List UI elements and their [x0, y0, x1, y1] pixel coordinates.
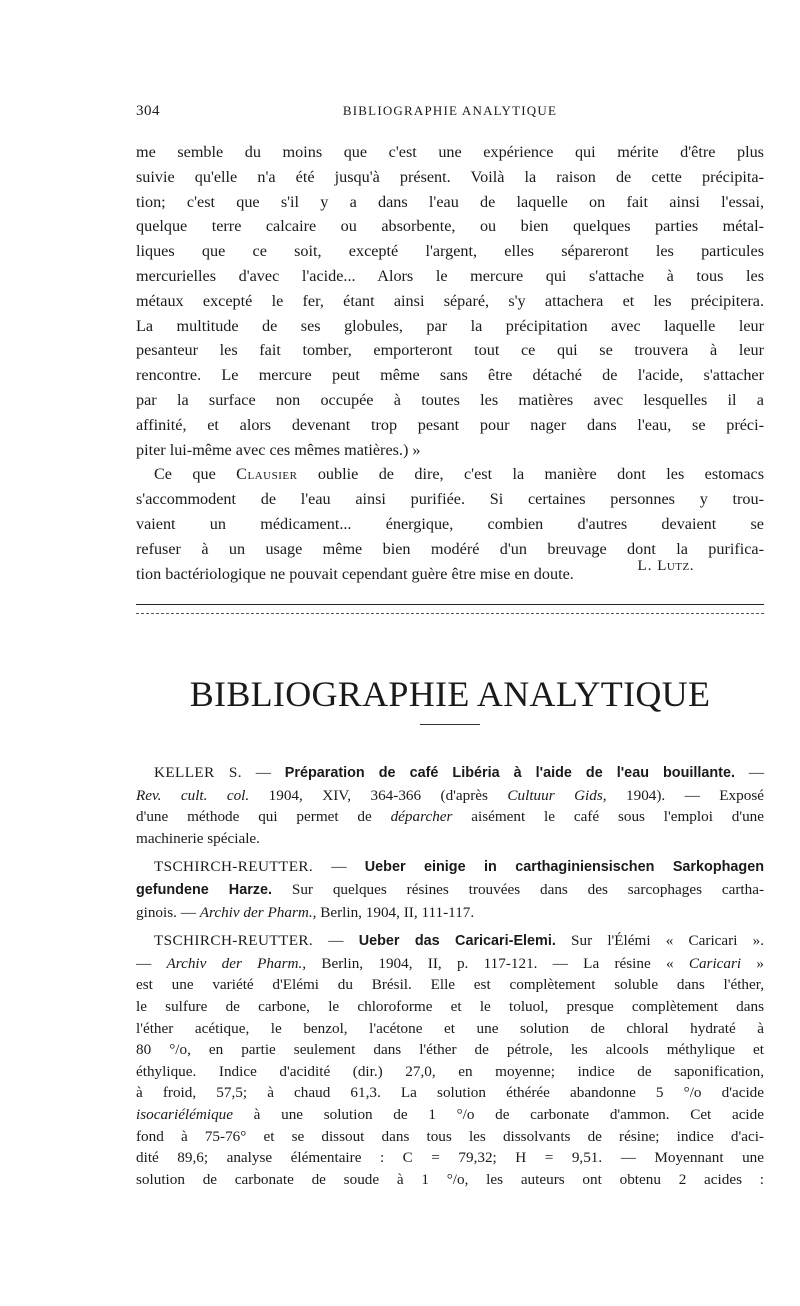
text-fragment: d'une méthode qui permet de	[136, 808, 391, 826]
entry-line: le sulfure de carbone, le chloroforme et le toluol, presque complètement dans	[136, 997, 764, 1015]
text-line: tion bactériologique ne pouvait cependant guère être mise en doute.	[136, 564, 574, 583]
divider-rule	[136, 604, 764, 605]
entry-line: est une variété d'Elémi du Brésil. Elle est complètement soluble dans l'éther,	[136, 976, 764, 994]
bibliography-entry	[136, 762, 764, 849]
text-fragment: 1904, XIV, 364-366 (d'après	[249, 786, 508, 804]
author-name-clausier: Clausier	[236, 465, 298, 484]
text-fragment: 1904). — Exposé	[606, 786, 764, 804]
emphasis: Caricari	[688, 954, 742, 972]
entry-line: dité 89,6; analyse élémentaire : C = 79,32; H = 9,51. — Moyennant une	[136, 1149, 764, 1167]
bibliography-entry	[136, 856, 764, 923]
text-fragment: Sur l'Élémi « Caricari ».	[555, 932, 765, 950]
running-title: BIBLIOGRAPHIE ANALYTIQUE	[342, 103, 558, 118]
page-number: 304	[136, 103, 160, 119]
text-line: tion; c'est que s'il y a dans l'eau de laquelle on fait ainsi l'essai,	[136, 192, 764, 211]
entry-author: KELLER S.	[154, 764, 242, 781]
text-fragment: à une solution de 1 °/o de carbonate d'ammon. Cet acide	[233, 1105, 764, 1123]
bibliography-entry	[136, 930, 764, 1190]
entry-title-cont: gefundene Harze.	[136, 881, 273, 898]
text-fragment: aisément le café sous l'emploi d'une	[452, 808, 764, 826]
text-line: s'accommodent de l'eau ainsi purifiée. Si certaines personnes y trou-	[136, 490, 764, 509]
running-head	[136, 103, 764, 125]
text-line: mercurielles d'avec l'acide... Alors le mercure qui s'attache à tous les	[136, 266, 764, 285]
journal-name: Cultuur Gids,	[507, 786, 607, 804]
entry-line	[136, 1104, 764, 1126]
text-fragment: —	[136, 954, 167, 972]
signature-initial: L.	[637, 558, 658, 574]
entry-line	[136, 879, 764, 902]
emphasis: isocariélémique	[136, 1105, 234, 1123]
letter-text	[136, 140, 764, 586]
entry-line	[136, 856, 764, 879]
entry-title: Ueber einige in carthaginiensischen Sarkophagen	[364, 859, 764, 876]
text-line: par la surface non occupée à toutes les matières avec lesquelles il a	[136, 390, 764, 409]
text-fragment: »	[741, 954, 765, 972]
text-line: affinité, et alors devenant trop pesant pour nager dans l'eau, se préci-	[136, 415, 764, 434]
text-line: vaient un médicament... énergique, combien d'autres devaient se	[136, 514, 764, 533]
text-line: me semble du moins que c'est une expérience qui mérite d'être plus	[136, 143, 764, 161]
journal-name: Archiv der Pharm.,	[199, 903, 317, 921]
text-line: pesanteur les fait tomber, emporteront tout ce qui se trouvera à leur	[136, 341, 764, 360]
entry-line: éthylique. Indice d'acidité (dir.) 27,0, en moyenne; indice de saponification,	[136, 1062, 764, 1080]
journal-name: Rev. cult. col.	[136, 786, 250, 804]
text-line: quelque terre calcaire ou absorbente, ou bien quelques parties métal-	[136, 217, 764, 236]
entry-line: l'éther acétique, le benzol, l'acétone et une solution de chloral hydraté à	[136, 1019, 764, 1037]
text-fragment: Ce que	[154, 465, 237, 484]
text-line: liques que ce soit, excepté l'argent, elles sépareront les particules	[136, 242, 764, 261]
entry-line	[136, 806, 764, 828]
entry-line: solution de carbonate de soude à 1 °/o, les auteurs ont obtenu 2 acides :	[136, 1170, 764, 1188]
divider-rule-dashed	[136, 613, 764, 614]
text-line: refuser à un usage même bien modéré d'un breuvage dont la purifica-	[136, 539, 764, 558]
entry-line	[136, 902, 764, 924]
text-line	[136, 462, 764, 487]
entry-line	[136, 762, 764, 785]
separator: —	[313, 858, 365, 876]
text-line: métaux excepté le fer, étant ainsi séparé, s'y attachera et les précipitera.	[136, 291, 764, 310]
signature-name: Lutz.	[657, 558, 694, 574]
entry-line: machinerie spéciale.	[136, 829, 260, 847]
text-fragment: ginois. —	[136, 903, 200, 921]
entry-title: Ueber das Caricari-Elemi.	[358, 933, 556, 950]
title-underline	[420, 724, 480, 725]
bibliography-entries	[136, 762, 764, 1197]
signature	[638, 558, 694, 575]
text-fragment: Sur quelques résines trouvées dans des sarcophages cartha-	[272, 880, 764, 898]
text-fragment: oublie de dire, c'est la manière dont les estomacs	[297, 465, 764, 484]
text-fragment: Berlin, 1904, II, p. 117-121. — La résine «	[306, 954, 689, 972]
text-fragment: —	[734, 764, 765, 781]
section-title: BIBLIOGRAPHIE ANALYTIQUE	[189, 674, 711, 714]
journal-name: Archiv der Pharm.,	[166, 954, 307, 972]
entry-line	[136, 785, 764, 807]
text-line: La multitude de ses globules, par la précipitation avec laquelle leur	[136, 316, 764, 335]
entry-line	[136, 953, 764, 975]
entry-line: à froid, 57,5; à chaud 61,3. La solution éthérée abandonne 5 °/o d'acide	[136, 1084, 764, 1102]
text-line: suivie qu'elle n'a été jusqu'à présent. Voilà la raison de cette précipita-	[136, 167, 764, 186]
entry-line: fond à 75-76° et se dissout dans tous les dissolvants de résine; indice d'aci-	[136, 1127, 764, 1145]
entry-line: 80 °/o, en partie seulement dans l'éther de pétrole, les alcools méthylique et	[136, 1041, 764, 1059]
text-fragment: Berlin, 1904, II, 111-117.	[316, 903, 475, 921]
entry-author: TSCHIRCH-REUTTER.	[154, 932, 314, 950]
separator: —	[241, 764, 285, 781]
separator: —	[313, 932, 359, 950]
text-line: rencontre. Le mercure peut même sans être détaché de l'acide, s'attacher	[136, 366, 764, 385]
entry-line	[136, 930, 764, 953]
text-line: piter lui-même avec ces mêmes matières.) »	[136, 440, 421, 459]
entry-title: Préparation de café Libéria à l'aide de l'eau bouillante.	[284, 765, 735, 781]
entry-author: TSCHIRCH-REUTTER.	[154, 858, 314, 876]
emphasis: déparcher	[390, 808, 453, 826]
